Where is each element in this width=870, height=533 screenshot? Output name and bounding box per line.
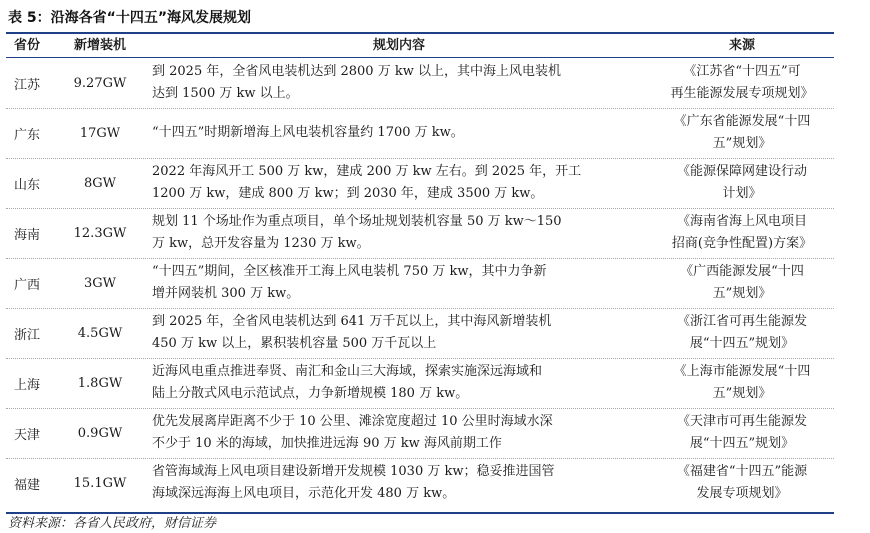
plan-line: 1200 万 kw，建成 800 万 kw；到 2030 年，建成 3500 万 kw。 (152, 186, 544, 201)
plan-line: 省管海域海上风电项目建设新增开发规模 1030 万 kw；稳妥推进国管 (152, 464, 555, 479)
cell-plan (152, 458, 646, 508)
plan-line: 450 万 kw 以上，累积装机容量 500 万千瓦以上 (152, 336, 437, 351)
source-line: 招商(竞争性配置)方案》 (671, 236, 813, 251)
cell-plan (152, 108, 646, 158)
plan-line: “十四五”时期新增海上风电装机容量约 1700 万 kw。 (152, 125, 464, 140)
source-line: 五”规划》 (712, 286, 772, 301)
table-row (6, 408, 834, 459)
plan-line: 海域深远海海上风电项目，示范化开发 480 万 kw。 (152, 486, 456, 501)
cell-plan (152, 208, 646, 258)
source-line: 五”规划》 (712, 136, 772, 151)
cell-capacity: 0.9GW (77, 425, 123, 441)
cell-capacity: 8GW (83, 175, 117, 191)
cell-capacity: 1.8GW (77, 375, 123, 391)
plan-line: 近海风电重点推进奉贤、南汇和金山三大海域，探索实施深远海域和 (152, 364, 543, 379)
cell-capacity: 9.27GW (73, 75, 127, 91)
source-line: 展“十四五”规划》 (689, 436, 795, 451)
source-line: 五”规划》 (712, 386, 772, 401)
table-row (6, 158, 834, 209)
cell-plan (152, 358, 646, 408)
source-line: 《广西能源发展“十四 (680, 264, 804, 279)
header-capacity: 新增装机 (73, 38, 126, 53)
source-line: 《江苏省“十四五”可 (683, 64, 801, 79)
cell-plan (152, 258, 646, 308)
cell-capacity: 15.1GW (73, 475, 127, 491)
table-row (6, 258, 834, 309)
cell-province: 江苏 (13, 77, 40, 93)
plan-line: 达到 1500 万 kw 以上。 (152, 86, 299, 101)
cell-source (650, 458, 834, 508)
cell-source (650, 408, 834, 458)
cell-plan (152, 58, 646, 108)
source-line: 《广东省能源发展“十四 (673, 114, 811, 129)
cell-province: 山东 (13, 177, 40, 193)
source-line: 《浙江省可再生能源发 (676, 314, 807, 329)
source-line: 《天津市可再生能源发 (676, 414, 807, 429)
header-plan: 规划内容 (372, 38, 425, 53)
plan-line: 陆上分散式风电示范试点，力争新增规模 180 万 kw。 (152, 386, 469, 401)
cell-province: 福建 (13, 477, 40, 493)
cell-plan (152, 158, 646, 208)
plan-line: 增并网装机 300 万 kw。 (152, 286, 300, 301)
table-row (6, 108, 834, 159)
cell-capacity: 4.5GW (77, 325, 123, 341)
plan-line: “十四五”期间，全区核准开工海上风电装机 750 万 kw，其中力争新 (152, 264, 547, 279)
plan-line: 万 kw，总开发容量为 1230 万 kw。 (152, 236, 370, 251)
table-row (6, 58, 834, 109)
cell-province: 广东 (13, 127, 40, 143)
cell-source (650, 108, 834, 158)
cell-source (650, 358, 834, 408)
source-line: 《能源保障网建设行动 (676, 164, 807, 179)
header-source: 来源 (728, 38, 755, 53)
source-line: 计划》 (722, 186, 762, 201)
source-note: 资料来源：各省人民政府，财信证券 (8, 516, 217, 531)
cell-capacity: 3GW (83, 275, 117, 291)
cell-plan (152, 308, 646, 358)
source-line: 再生能源发展专项规划》 (670, 86, 814, 101)
cell-province: 广西 (13, 277, 40, 293)
cell-source (650, 208, 834, 258)
header-province: 省份 (13, 38, 40, 53)
cell-plan (152, 408, 646, 458)
source-line: 展“十四五”规划》 (689, 336, 795, 351)
plan-line: 到 2025 年，全省风电装机达到 641 万千瓦以上，其中海风新增装机 (152, 314, 552, 329)
table-title: 表 5：沿海各省“十四五”海风发展规划 (8, 10, 252, 26)
cell-province: 天津 (13, 427, 40, 443)
cell-source (650, 158, 834, 208)
table-body (6, 58, 834, 512)
plan-line: 到 2025 年，全省风电装机达到 2800 万 kw 以上，其中海上风电装机 (152, 64, 561, 79)
cell-source (650, 258, 834, 308)
plan-line: 2022 年海风开工 500 万 kw，建成 200 万 kw 左右。到 2025 年，开工 (152, 164, 582, 179)
table-header (6, 34, 834, 57)
source-line: 发展专项规划》 (696, 486, 788, 501)
cell-capacity: 12.3GW (73, 225, 127, 241)
table-row (6, 208, 834, 259)
table-row (6, 358, 834, 409)
source-line: 《海南省海上风电项目 (676, 214, 807, 229)
source-line: 《福建省“十四五”能源 (676, 464, 808, 479)
cell-province: 浙江 (13, 327, 40, 343)
source-line: 《上海市能源发展“十四 (673, 364, 811, 379)
plan-line: 不少于 10 米的海域，加快推进远海 90 万 kw 海风前期工作 (152, 436, 502, 451)
cell-source (650, 58, 834, 108)
table-row (6, 308, 834, 359)
cell-province: 海南 (13, 227, 40, 243)
cell-source (650, 308, 834, 358)
cell-capacity: 17GW (79, 125, 121, 141)
cell-province: 上海 (13, 377, 40, 393)
plan-line: 规划 11 个场址作为重点项目，单个场址规划装机容量 50 万 kw～150 (152, 214, 562, 229)
plan-line: 优先发展离岸距离不少于 10 公里、滩涂宽度超过 10 公里时海域水深 (152, 414, 553, 429)
bottom-rule (6, 512, 834, 514)
table-row (6, 458, 834, 512)
